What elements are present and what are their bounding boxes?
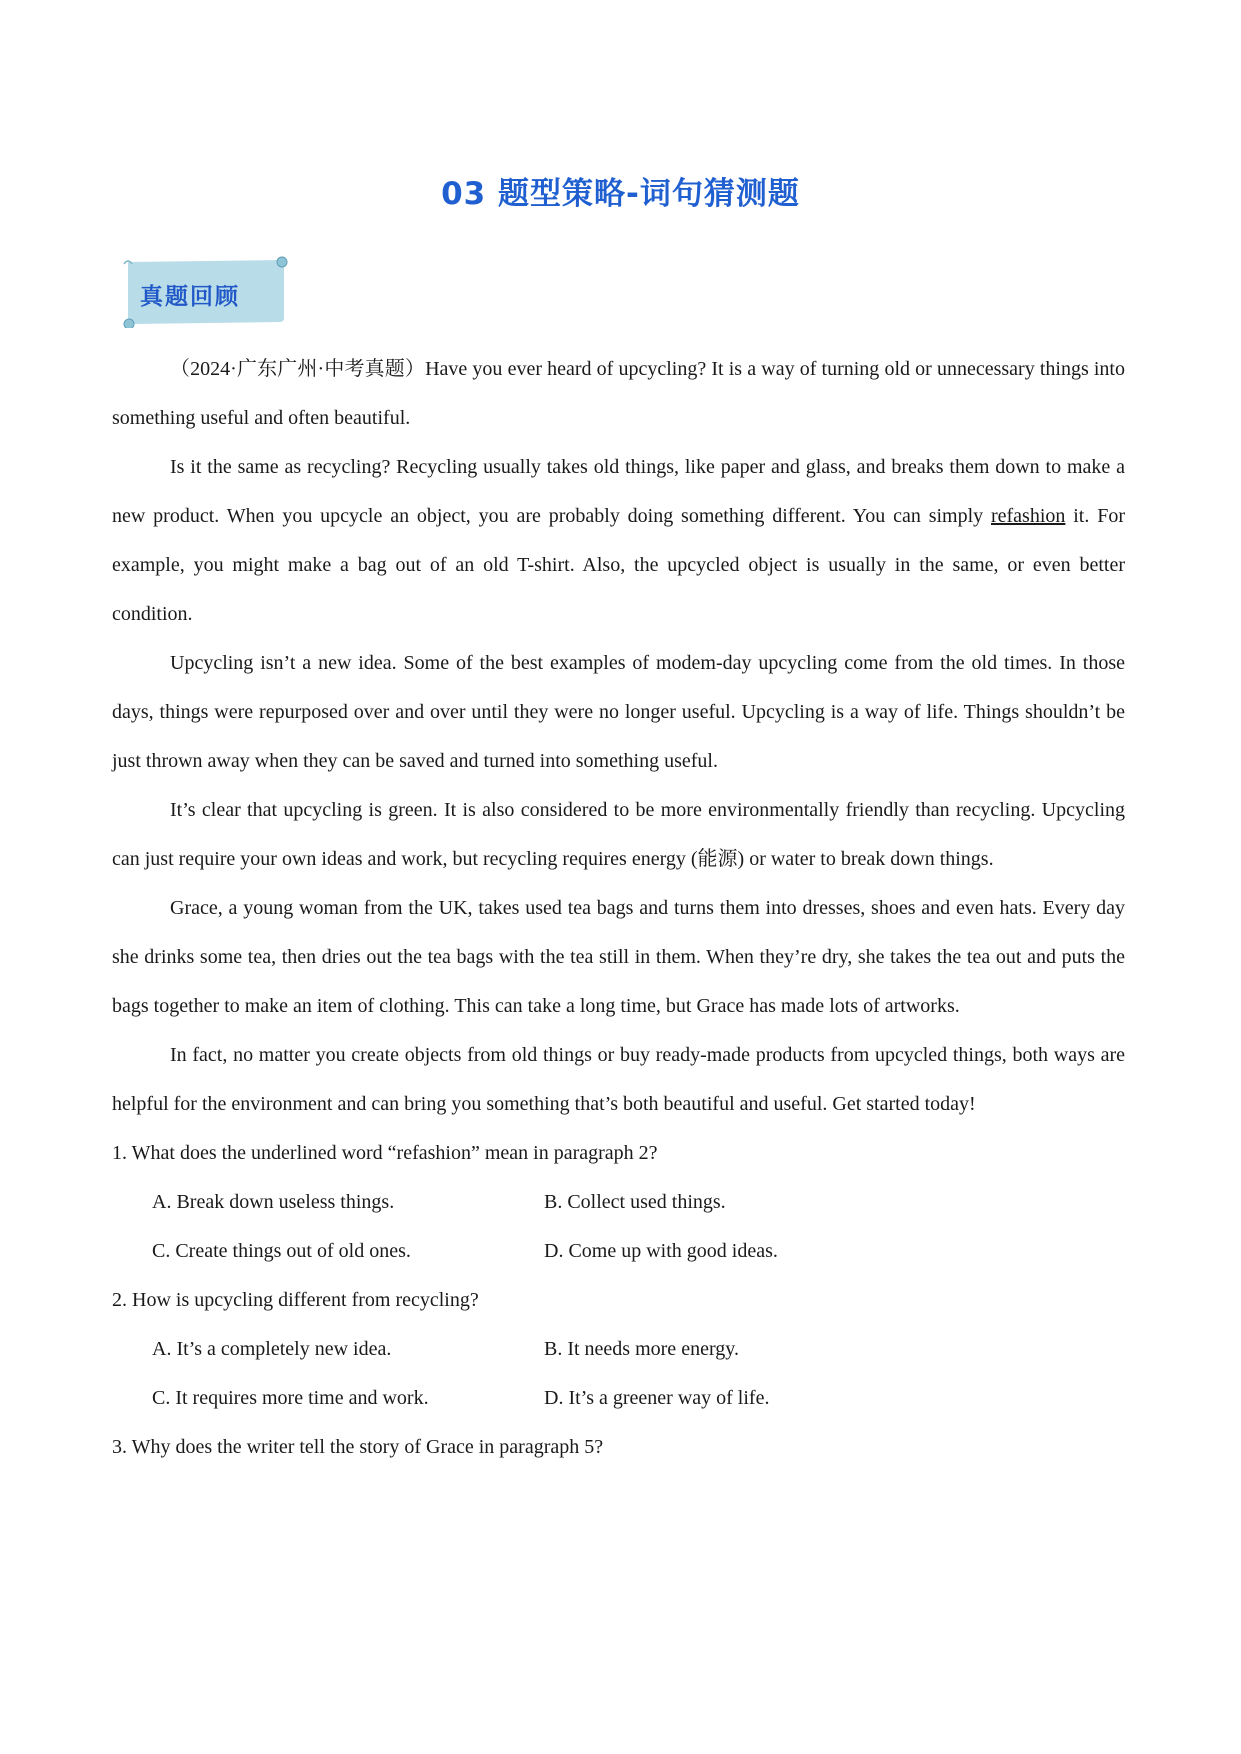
banner-label: 真题回顾: [140, 283, 240, 310]
question-2-option-c: C. It requires more time and work.: [152, 1387, 429, 1409]
question-2-option-a: A. It’s a completely new idea.: [152, 1338, 392, 1360]
question-1: 1. What does the underlined word “refashion” mean in paragraph 2?: [112, 1142, 658, 1164]
question-2-option-d: D. It’s a greener way of life.: [544, 1387, 770, 1409]
question-3: 3. Why does the writer tell the story of Grace in paragraph 5?: [112, 1436, 604, 1458]
question-1-option-b: B. Collect used things.: [544, 1191, 726, 1213]
paragraph-1: （2024·广东广州·中考真题）Have you ever heard of upcycling? It is a way of turning old or unnecessary things into something useful and often beautiful.: [112, 358, 1125, 429]
paragraph-5: Grace, a young woman from the UK, takes used tea bags and turns them into dresses, shoes and even hats. Every day she drinks some tea, then dries out the tea bags with the tea still in them. When they’re dry, she takes the tea out and puts the bags together to make an item of clothing. This can take a long time, but Grace has made lots of artworks.: [112, 897, 1125, 1017]
paragraph-3: Upcycling isn’t a new idea. Some of the best examples of modem-day upcycling come from the old times. In those days, things were repurposed over and over until they were no longer useful. Upcycling is a way of life. Things shouldn’t be just thrown away when they can be saved and turned into something useful.: [112, 652, 1125, 772]
exam-content: [112, 345, 1125, 1472]
paragraph-2-text-b: it. For example, you might make a bag out of an old T-shirt. Also, the upcycled object is usually in the same, or even better condition.: [112, 505, 1125, 625]
question-2-options-row-2: [112, 1374, 1125, 1423]
question-2-options-row-1: [112, 1325, 1125, 1374]
paragraph-2: [112, 443, 1125, 639]
question-2-option-b: B. It needs more energy.: [544, 1338, 739, 1360]
paragraph-2-text-a: Is it the same as recycling? Recycling usually takes old things, like paper and glass, and breaks them down to make a new product. When you upcycle an object, you are probably doing something different. You can simply: [112, 456, 1125, 527]
question-1-option-d: D. Come up with good ideas.: [544, 1240, 778, 1262]
paragraph-4: It’s clear that upcycling is green. It is also considered to be more environmentally friendly than recycling. Upcycling can just require your own ideas and work, but recycling requires energy (能源) or water to break down things.: [112, 799, 1125, 870]
underlined-word: refashion: [990, 505, 1066, 527]
question-2: 2. How is upcycling different from recycling?: [112, 1289, 479, 1311]
question-1-options-row-1: [112, 1178, 1125, 1227]
question-1-option-c: C. Create things out of old ones.: [152, 1240, 411, 1262]
page-title: 03 题型策略-词句猜测题: [441, 176, 800, 212]
question-1-options-row-2: [112, 1227, 1125, 1276]
section-banner: [120, 256, 288, 328]
question-1-option-a: A. Break down useless things.: [152, 1191, 395, 1213]
paragraph-6: In fact, no matter you create objects from old things or buy ready-made products from upcycled things, both ways are helpful for the environment and can bring you something that’s both beautiful and useful. Get started today!: [112, 1044, 1125, 1115]
